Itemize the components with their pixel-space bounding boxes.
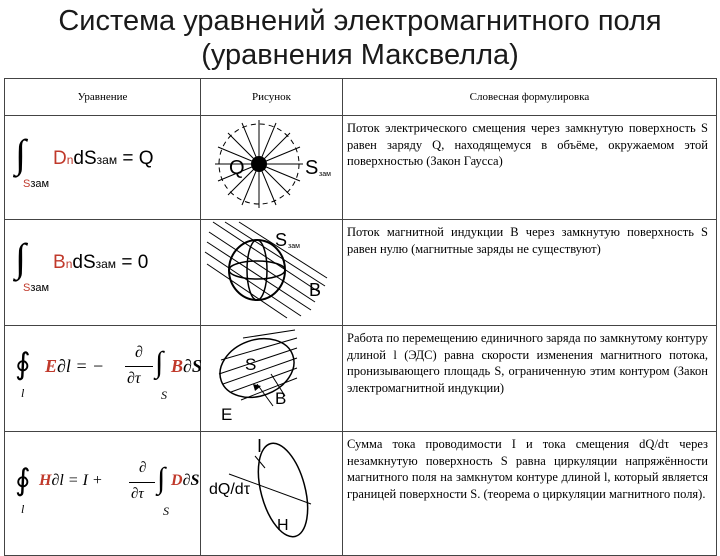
- surface-subscript: зам: [319, 171, 331, 178]
- contour-subscript: l: [21, 502, 25, 516]
- figure-cell: [201, 220, 343, 326]
- surface-subscript: зам: [288, 243, 300, 250]
- surface-integral-sign: ∫: [157, 462, 166, 495]
- surface-subscript: S: [163, 504, 169, 518]
- equation-cell: [5, 432, 201, 556]
- equation-cell: [5, 220, 201, 326]
- charge-label: Q: [229, 157, 245, 179]
- table-row: [5, 326, 717, 432]
- header-equation: Уравнение: [5, 79, 201, 116]
- derivative-numerator: ∂: [135, 344, 143, 361]
- field-label: E: [221, 405, 233, 424]
- figure-cell: [201, 116, 343, 220]
- header-description: Словесная формулировка: [343, 79, 717, 116]
- equation-cell: [5, 326, 201, 432]
- integral-sign: ∫: [15, 131, 26, 176]
- description-cell: Поток магнитной индукции B через замкнутую поверхность S равен нулю (магнитные заряды не существуют): [343, 220, 717, 326]
- slide-title: [0, 4, 720, 72]
- derivative-numerator: ∂: [139, 460, 147, 476]
- equation-body: BndSзам = 0: [53, 252, 149, 273]
- title-line-1: Система уравнений электромагнитного поля: [58, 5, 662, 37]
- equation-cell: [5, 116, 201, 220]
- header-row: [5, 79, 717, 116]
- description-cell: Сумма тока проводимости I и тока смещения dQ/dτ через незамкнутую поверхность S равна циркуляции напряжённости магнитного поля на замкнутом контуре длиной l, который является границей поверхности S. (теорема о циркуляции магнитного поля).: [343, 432, 717, 556]
- derivative-denominator: ∂τ: [131, 486, 144, 502]
- table-row: [5, 220, 717, 326]
- maxwell-table: [4, 78, 717, 556]
- integral-subscript: Sзам: [23, 178, 50, 190]
- surface-subscript: S: [161, 388, 167, 402]
- surface-label: S: [245, 355, 257, 374]
- field-label: H: [277, 517, 289, 534]
- induction-lines: [205, 222, 327, 318]
- equation-lhs: H∂l = I +: [39, 472, 103, 489]
- induction-label: B: [309, 280, 322, 300]
- surface-integral-sign: ∫: [155, 346, 164, 379]
- description-cell: Поток электрического смещения через замкнутую поверхность S равен заряду Q, находящемуся в объёме, окружаемом этой поверхностью (Закон Гаусса): [343, 116, 717, 220]
- induction-figure: [201, 326, 343, 426]
- surface-label: S: [275, 230, 288, 250]
- figure-cell: [201, 432, 343, 556]
- contour-integral-sign: ∮: [15, 348, 31, 381]
- integral-sign: ∫: [15, 235, 26, 280]
- contour-integral-sign: ∮: [15, 464, 31, 497]
- fraction-bar: [129, 482, 155, 483]
- table-row: [5, 432, 717, 556]
- description-cell: Работа по перемещению единичного заряда по замкнутому контуру длиной l (ЭДС) равна скорости изменения магнитного потока, пронизывающего площадь S, ограниченную этим контуром (Закон электромагнитной индукции): [343, 326, 717, 432]
- gauss-figure: [201, 116, 343, 214]
- surface-label: S: [305, 157, 319, 179]
- table-row: [5, 116, 717, 220]
- magnetic-flux-figure: [201, 220, 343, 320]
- equation-rhs: D∂S: [171, 472, 200, 489]
- fraction-bar: [125, 366, 153, 367]
- induction-label: B: [275, 389, 287, 408]
- title-line-2: (уравнения Максвелла): [201, 39, 519, 71]
- equation-lhs: E∂l = −: [45, 356, 105, 376]
- derivative-denominator: ∂τ: [127, 370, 141, 387]
- charge-dot: [251, 156, 267, 172]
- equation-rhs: B∂S: [171, 356, 202, 376]
- header-figure: Рисунок: [201, 79, 343, 116]
- displacement-current-label: dQ/dτ: [209, 481, 251, 498]
- circulation-figure: [201, 432, 343, 550]
- equation-body: DndSзам = Q: [53, 148, 154, 169]
- contour-subscript: l: [21, 386, 25, 400]
- integral-subscript: Sзам: [23, 282, 50, 294]
- current-label: I: [257, 436, 263, 456]
- figure-cell: [201, 326, 343, 432]
